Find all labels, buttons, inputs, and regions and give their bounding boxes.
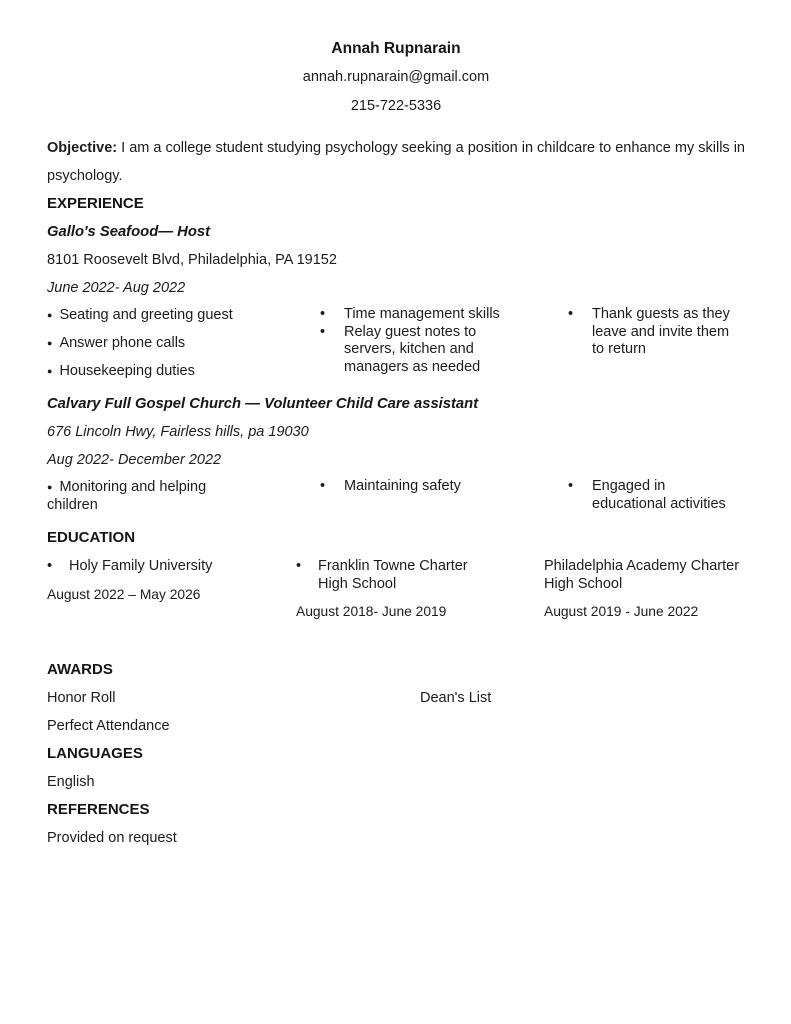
award-item: Perfect Attendance	[47, 718, 170, 734]
contact-name: Annah Rupnarain	[331, 40, 461, 57]
job-duties-grid	[47, 306, 745, 390]
award-item: Dean's List	[420, 690, 492, 706]
duties-column-3	[568, 478, 745, 524]
duty-text: Relay guest notes to servers, kitchen and managers as needed	[344, 323, 481, 375]
school-entry	[296, 558, 544, 620]
job-dates: Aug 2022- December 2022	[47, 452, 222, 468]
section-heading-languages: LANGUAGES	[47, 745, 143, 762]
references-text: Provided on request	[47, 830, 177, 846]
job-gallos-seafood	[47, 218, 745, 390]
list-item	[320, 324, 500, 377]
job-address: 676 Lincoln Hwy, Fairless hills, pa 19030	[47, 424, 309, 440]
section-heading-education: EDUCATION	[47, 529, 136, 546]
list-item	[320, 478, 500, 496]
contact-phone: 215-722-5336	[350, 98, 442, 114]
bullet-icon: •	[320, 323, 326, 340]
bullet-icon: •	[568, 478, 574, 494]
awards-row	[47, 684, 745, 712]
bullet-icon: •	[47, 558, 53, 574]
duties-column-3	[568, 306, 745, 390]
bullet-icon: •	[320, 306, 326, 322]
list-item	[47, 362, 320, 380]
bullet-icon: ●	[47, 482, 53, 492]
school-dates: August 2019 - June 2022	[544, 604, 699, 619]
section-heading-experience: EXPERIENCE	[47, 195, 144, 212]
bullet-icon: ●	[47, 310, 53, 320]
job-title: Calvary Full Gospel Church — Volunteer Child Care assistant	[47, 396, 479, 412]
section-heading-references: REFERENCES	[47, 801, 150, 818]
duties-column-1	[47, 478, 320, 524]
bullet-icon: •	[568, 306, 574, 322]
objective	[47, 134, 745, 190]
duty-text: Maintaining safety	[344, 478, 461, 494]
contact-email: annah.rupnarain@gmail.com	[302, 69, 490, 85]
job-address: 8101 Roosevelt Blvd, Philadelphia, PA 19152	[47, 252, 337, 268]
school-name-row	[47, 558, 296, 576]
objective-label: Objective:	[47, 140, 118, 156]
list-item	[568, 306, 731, 359]
duties-column-1	[47, 306, 320, 390]
school-name-row	[296, 558, 544, 593]
job-duties-grid	[47, 478, 745, 524]
bullet-icon: •	[320, 478, 326, 494]
duty-text: Engaged in educational activities	[592, 478, 726, 512]
duty-text: Thank guests as they leave and invite them to return	[592, 306, 730, 357]
section-heading-awards: AWARDS	[47, 661, 113, 678]
school-name: Holy Family University	[69, 558, 213, 574]
bullet-icon: •	[296, 558, 302, 574]
objective-text: I am a college student studying psychology seeking a position in childcare to enhance my skills in psychology.	[47, 140, 745, 184]
education-grid	[47, 558, 745, 620]
list-item	[47, 334, 320, 352]
school-name: Philadelphia Academy Charter High School	[544, 558, 740, 592]
duty-text: Housekeeping duties	[59, 363, 195, 379]
language-item: English	[47, 774, 95, 790]
bullet-icon: ●	[47, 338, 53, 348]
job-calvary-church	[47, 390, 745, 524]
duties-column-2	[320, 478, 568, 524]
duties-column-2	[320, 306, 568, 390]
list-item	[320, 306, 500, 324]
school-name-row	[544, 558, 745, 593]
school-dates: August 2022 – May 2026	[47, 586, 201, 602]
list-item	[47, 478, 225, 514]
school-dates: August 2018- June 2019	[296, 604, 447, 619]
school-entry	[544, 558, 745, 620]
school-name: Franklin Towne Charter High School	[318, 558, 468, 592]
list-item	[568, 478, 731, 513]
list-item	[47, 306, 320, 324]
resume-header	[47, 34, 745, 121]
duty-text: Seating and greeting guest	[59, 307, 233, 323]
job-title: Gallo's Seafood— Host	[47, 224, 211, 240]
duty-text: Time management skills	[344, 306, 500, 322]
duty-text: Monitoring and helping children	[47, 479, 207, 513]
bullet-icon: ●	[47, 366, 53, 376]
duty-text: Answer phone calls	[59, 335, 186, 351]
job-dates: June 2022- Aug 2022	[47, 280, 186, 296]
award-item: Honor Roll	[47, 690, 116, 706]
school-entry	[47, 558, 296, 620]
